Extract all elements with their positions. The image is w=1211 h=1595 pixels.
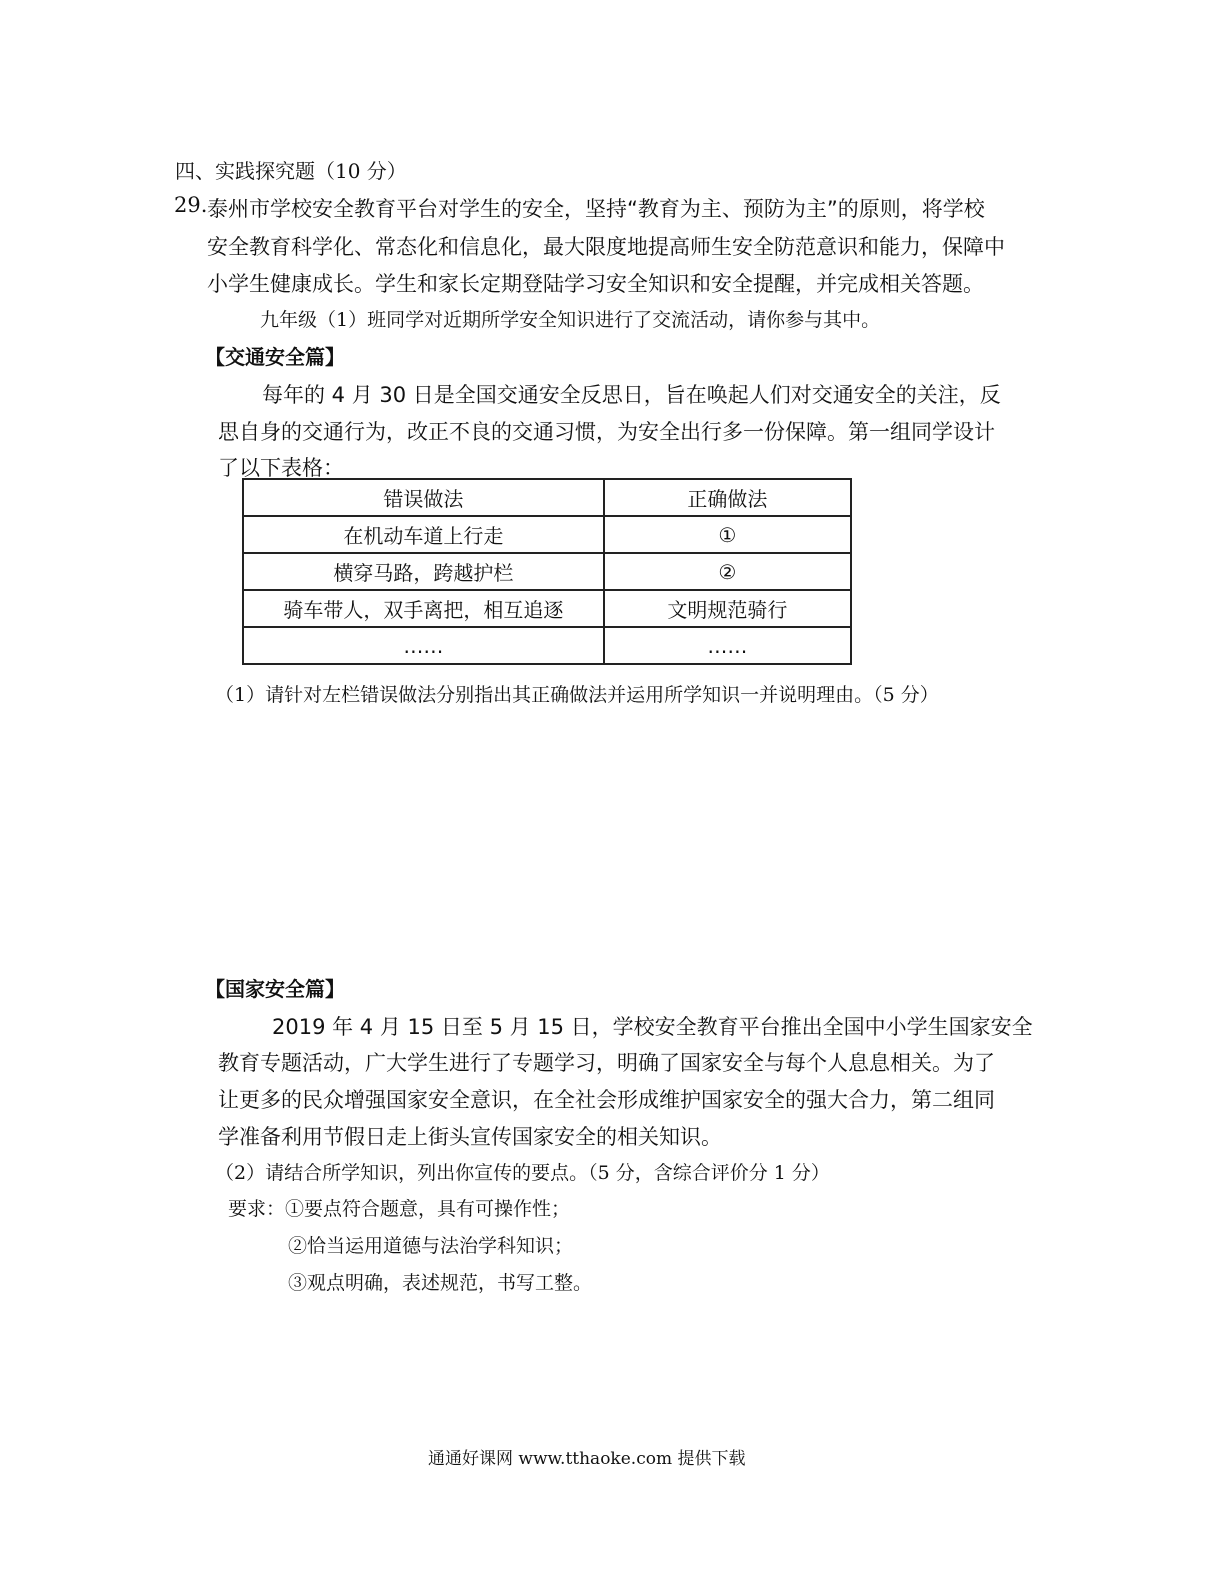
table-row (243, 516, 851, 553)
question-intro-line-1: 泰州市学校安全教育平台对学生的安全，坚持“教育为主、预防为主”的原则，将学校 (207, 197, 985, 221)
national-sub-question: （2）请结合所学知识，列出你宣传的要点。（5 分，含综合评价分 1 分） (215, 1162, 830, 1184)
question-intro-line-2: 安全教育科学化、常态化和信息化，最大限度地提高师生安全防范意识和能力，保障中 (207, 235, 1005, 259)
table-cell-right: ② (604, 553, 851, 590)
table-header-wrong: 错误做法 (243, 479, 604, 516)
traffic-para-line-1: 每年的 4 月 30 日是全国交通安全反思日，旨在唤起人们对交通安全的关注，反 (262, 383, 1001, 407)
table-cell-wrong: 横穿马路，跨越护栏 (243, 553, 604, 590)
requirement-1: 要求：①要点符合题意，具有可操作性； (228, 1198, 571, 1220)
table-cell-wrong: …… (243, 627, 604, 664)
national-para-line-2: 教育专题活动，广大学生进行了专题学习，明确了国家安全与每个人息息相关。为了 (218, 1051, 995, 1075)
table-row (243, 590, 851, 627)
requirement-3: ③观点明确，表述规范，书写工整。 (288, 1272, 593, 1294)
traffic-table (242, 478, 852, 665)
question-intro-line-3: 小学生健康成长。学生和家长定期登陆学习安全知识和安全提醒，并完成相关答题。 (207, 272, 984, 296)
national-para-line-3: 让更多的民众增强国家安全意识，在全社会形成维护国家安全的强大合力，第二组同 (218, 1088, 995, 1112)
activity-line: 九年级（1）班同学对近期所学安全知识进行了交流活动，请你参与其中。 (260, 309, 881, 331)
national-para-line-4: 学准备利用节假日走上街头宣传国家安全的相关知识。 (218, 1125, 722, 1149)
traffic-heading: 【交通安全篇】 (205, 345, 345, 369)
national-heading: 【国家安全篇】 (205, 977, 345, 1001)
table-cell-wrong: 骑车带人，双手离把，相互追逐 (243, 590, 604, 627)
page-footer: 通通好课网 www.tthaoke.com 提供下载 (428, 1449, 746, 1469)
national-para-line-1: 2019 年 4 月 15 日至 5 月 15 日，学校安全教育平台推出全国中小学生国家安全 (272, 1015, 1033, 1039)
traffic-para-line-3: 了以下表格： (218, 456, 344, 480)
traffic-para-line-2: 思自身的交通行为，改正不良的交通习惯，为安全出行多一份保障。第一组同学设计 (218, 420, 995, 444)
question-number: 29. (174, 193, 208, 217)
table-header-right: 正确做法 (604, 479, 851, 516)
table-cell-wrong: 在机动车道上行走 (243, 516, 604, 553)
table-cell-right: …… (604, 627, 851, 664)
traffic-sub-question: （1）请针对左栏错误做法分别指出其正确做法并运用所学知识一并说明理由。（5 分） (215, 684, 939, 706)
table-row (243, 553, 851, 590)
table-cell-right: 文明规范骑行 (604, 590, 851, 627)
table-row (243, 627, 851, 664)
table-header-row (243, 479, 851, 516)
table-cell-right: ① (604, 516, 851, 553)
requirement-2: ②恰当运用道德与法治学科知识； (288, 1235, 574, 1257)
section-heading: 四、实践探究题（10 分） (175, 159, 407, 183)
